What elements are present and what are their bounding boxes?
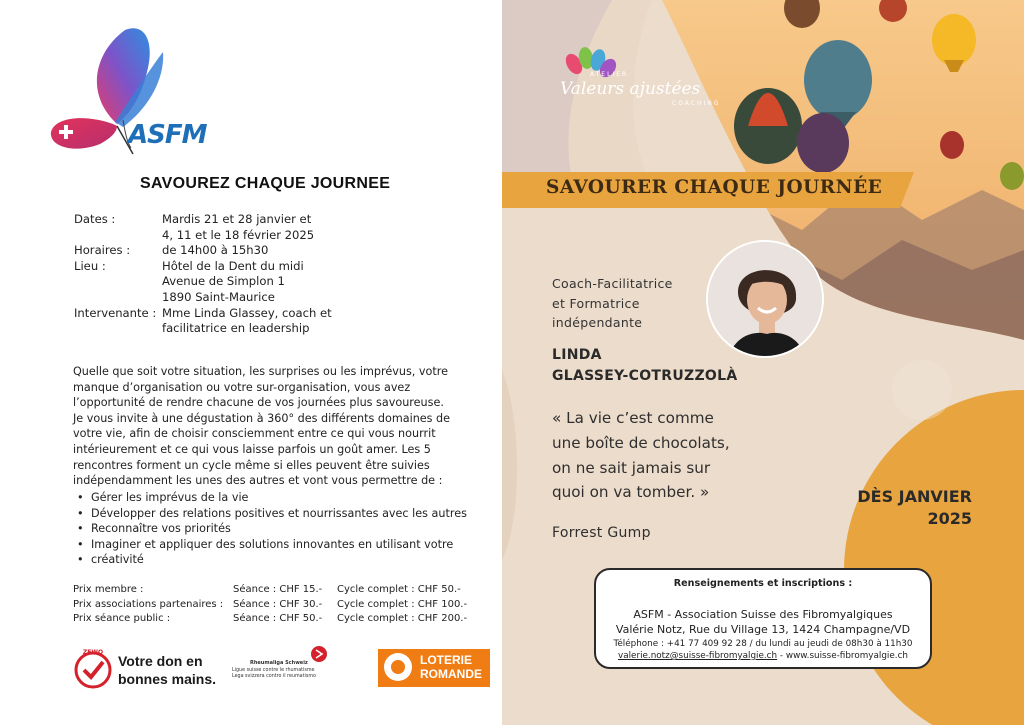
benefits-list [73,490,483,568]
quote-line: « La vie c’est comme [552,409,714,427]
contact-box [594,568,932,669]
price-seance: Séance : CHF 15.- [233,584,323,595]
info-label: Intervenante : [74,305,157,320]
info-value: Mardis 21 et 28 janvier et [162,212,312,226]
rheumaliga-subtitle [232,668,332,680]
zewo-label: ZEWO [82,649,104,656]
description-line: rencontres forment un cycle même si elles peuvent être suivies [73,458,430,472]
description-line: manque d’organisation ou votre sur-organisation, vous avez [73,380,411,394]
price-cycle: Cycle complet : CHF 50.- [337,584,461,595]
price-cycle: Cycle complet : CHF 100.- [337,598,468,610]
portrait-photo [706,240,824,358]
contact-org: ASFM - Association Suisse des Fibromyalgiques [633,608,893,621]
price-seance: Séance : CHF 50.- [233,613,323,625]
info-label: Horaires : [74,243,131,258]
info-value: 4, 11 et le 18 février 2025 [162,227,315,242]
info-row-intervenante [74,306,422,337]
loterie-romande-logo [378,649,490,687]
price-row [73,612,487,627]
date-line: 2025 [927,509,972,528]
price-type: Prix séance public : [73,613,171,625]
event-info [74,212,422,337]
info-value: Hôtel de la Dent du midi [162,258,304,273]
rheumaliga-line: Ligue suisse contre le rhumatisme [232,668,315,673]
date-line: DÈS JANVIER [857,487,972,506]
info-row-horaires [74,243,422,259]
info-value: Avenue de Simplon 1 [162,274,285,289]
contact-title: Renseignements et inscriptions : [673,578,853,589]
info-label: Dates : [74,212,116,226]
loterie-line: ROMANDE [420,667,482,681]
list-item: • Reconnaître vos priorités [73,521,483,537]
list-item: • Développer des relations positives et nourrissantes avec les autres [73,506,483,522]
name-line: GLASSEY-COTRUZZOLÀ [552,367,738,384]
asfm-logo-text: ASFM [128,120,207,150]
description-line: intérieurement et ce qui vous laisse parfois un goût amer. Les 5 [73,442,431,456]
donation-text [118,652,216,688]
email-link[interactable]: valerie.notz@suisse-fibromyalgie.ch [618,651,778,661]
description-line: Je vous invite à une dégustation à 360° des différents domaines de [73,411,451,425]
quote-line: on ne sait jamais sur [552,458,711,477]
website-link[interactable]: www.suisse-fibromyalgie.ch [785,651,908,661]
description-line: l’opportunité de rendre chacune de vos journées plus savoureuse. [73,396,444,410]
description-line: indépendamment les unes des autres et vont vous permettre de : [73,474,443,488]
donation-line: bonnes mains. [118,671,217,687]
role-line: Coach-Facilitatrice [552,276,673,291]
loterie-text [420,653,482,681]
brand-small-top: ATELIER [590,71,629,78]
info-row-lieu [74,259,422,306]
role-line: et Formatrice [552,295,640,311]
description-line: votre vie, afin de choisir consciemment entre ce qui vous nourrit [73,427,436,441]
date-heading [822,486,972,530]
banner-title: SAVOURER CHAQUE JOURNÉE [546,177,883,198]
price-type: Prix associations partenaires : [73,598,224,610]
quote [552,406,730,505]
quote-line: une boîte de chocolats, [552,433,730,452]
list-item: • Gérer les imprévus de la vie [73,490,483,506]
quote-line: quoi on va tomber. » [552,483,710,502]
zewo-seal-icon [74,647,112,689]
contact-web [596,651,930,661]
rheumaliga-line: Lega svizzera contro il reumatismo [232,674,316,679]
info-value: Mme Linda Glassey, coach et [162,305,332,320]
list-item-continued: • créativité [73,552,483,568]
price-row [73,583,487,598]
rheumaliga-name: Rheumaliga Schweiz [250,660,308,666]
list-item: • Imaginer et appliquer des solutions innovantes en utilisant votre [73,537,483,553]
price-seance: Séance : CHF 30.- [233,598,323,610]
contact-separator: - [777,651,786,661]
info-label: Lieu : [74,258,106,273]
left-panel [0,0,502,725]
brand-small-bottom: COACHING [672,100,721,107]
donation-line: Votre don en [118,653,203,669]
loterie-line: LOTERIE [420,653,473,667]
description [73,364,483,489]
role-line: indépendante [552,315,643,330]
info-value: 1890 Saint-Maurice [162,289,275,304]
description-line: Quelle que soit votre situation, les surprises ou les imprévus, votre [73,365,448,378]
price-row [73,598,487,613]
loterie-circle-icon [384,653,412,681]
page-title: SAVOUREZ CHAQUE JOURNEE [140,175,391,192]
info-value: facilitatrice en leadership [162,321,310,336]
price-cycle: Cycle complet : CHF 200.- [337,613,468,625]
role-text [552,274,673,333]
name-line: LINDA [552,347,602,363]
quote-author: Forrest Gump [552,525,651,541]
brand-name: Valeurs ajustées [560,79,701,99]
price-type: Prix membre : [73,584,144,595]
coach-name [552,345,737,386]
contact-address: Valérie Notz, Rue du Village 13, 1424 Champagne/VD [615,623,911,636]
info-row-dates [74,212,422,243]
contact-phone: Téléphone : +41 77 409 92 28 / du lundi au jeudi de 08h30 à 11h30 [613,639,913,649]
info-value: de 14h00 à 15h30 [162,243,269,258]
price-table [73,583,487,627]
